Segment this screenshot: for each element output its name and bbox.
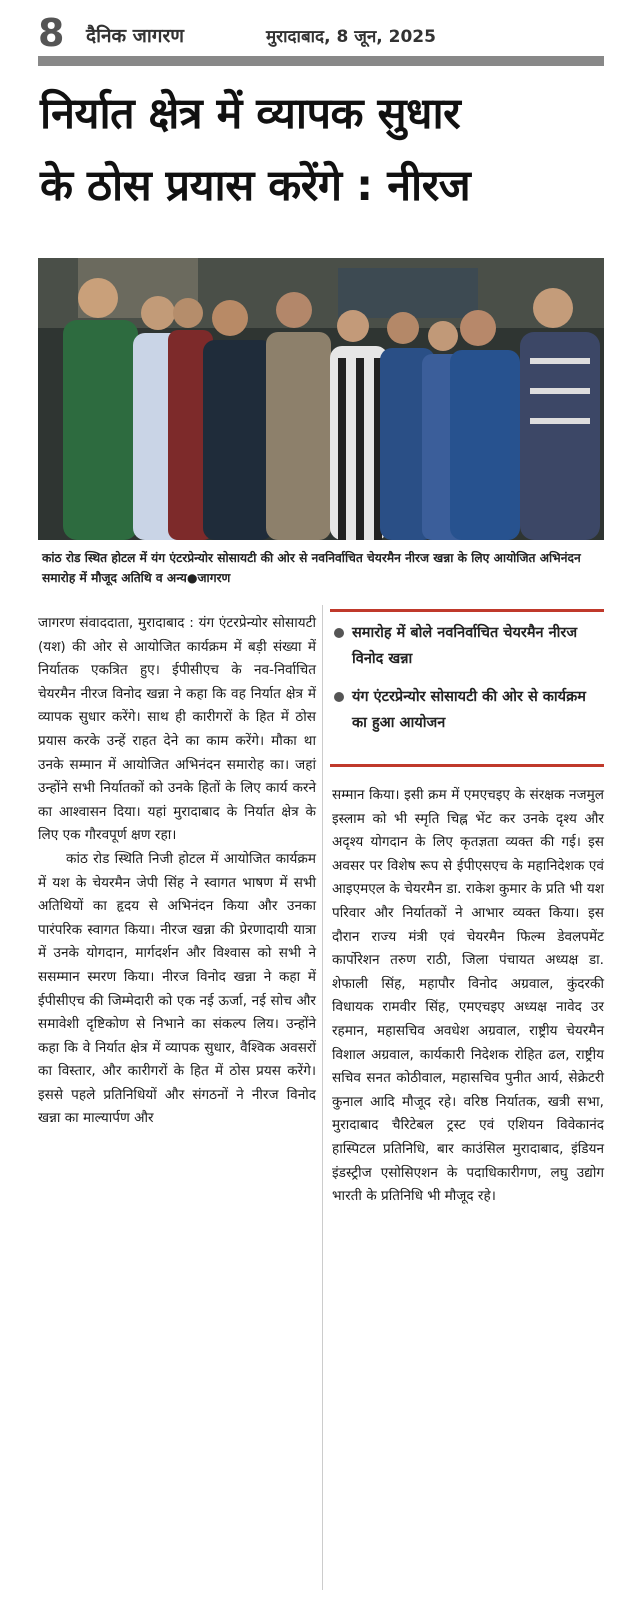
column-divider [322, 605, 323, 1590]
highlight-item [330, 684, 604, 736]
news-photo [38, 258, 604, 540]
article-right-column [332, 784, 604, 1209]
bullet-icon [334, 692, 344, 702]
highlight-rule-top [330, 609, 604, 612]
highlight-box [330, 620, 604, 748]
article-paragraph-2: कांठ रोड स्थिति निजी होटल में आयोजित कार्यक्रम में यश के चेयरमैन जेपी सिंह ने स्वागत भाषण में सभी अतिथियों का हृदय से अभिनंदन किया और उनका पारंपरिक स्वागत किया। नीरज खन्ना की प्रेरणादायी यात्रा में उनके योगदान, मार्गदर्शन और विश्वास को सभी ने ससम्मान स्मरण किया। नीरज विनोद खन्ना ने कहा में ईपीसीएच की जिम्मेदारी को एक नई ऊर्जा, नई सोच और समावेशी दृष्टिकोण से निभाने का संकल्प लिय। उन्होंने कहा कि वे निर्यात क्षेत्र में व्यापक सुधार, वैश्विक अवसरों का विस्तार, और कारीगरों के हित में ठोस प्रयस करेंगे। इससे पहले प्रतिनिधियों और संगठनों ने नीरज विनोद खन्ना का माल्यार्पण और [38, 850, 316, 1127]
bullet-icon [334, 628, 344, 638]
headline-line-2: के ठोस प्रयास करेंगे : नीरज [40, 161, 471, 211]
newspaper-name: दैनिक जागरण [86, 25, 184, 47]
dateline: मुरादाबाद, 8 जून, 2025 [266, 27, 436, 47]
headline [40, 78, 610, 222]
article-paragraph-1: जागरण संवाददाता, मुरादाबाद : यंग एंटरप्रेन्योर सोसायटी (यश) की ओर से आयोजित कार्यक्रम में बड़ी संख्या में निर्यातक एकत्रित हुए। ईपीसीएच के नव-निर्वाचित चेयरमैन नीरज विनोद खन्ना ने कहा कि वह निर्यात क्षेत्र में व्यापक सुधार करेंगे। साथ ही कारीगरों के हित में ठोस प्रयास करके उन्हें राहत देने का काम करेंगे। मौका था उनके सम्मान में आयोजित अभिनंदन समारोह का। जहां उन्होंने सभी निर्यातकों को उनके हितों के लिए कार्य करने का आश्वासन दिया। यहां मुरादाबाद के निर्यात क्षेत्र के लिए एक गौरवपूर्ण क्षण रहा। [38, 615, 316, 844]
highlight-rule-bottom [330, 764, 604, 767]
highlight-text: यंग एंटरप्रेन्योर सोसायटी की ओर से कार्यक्रम का हुआ आयोजन [352, 689, 586, 731]
photo-caption: कांठ रोड स्थित होटल में यंग एंटरप्रेन्योर सोसायटी की ओर से नवनिर्वाचित चेयरमैन नीरज खन्ना के लिए आयोजित अभिनंदन समारोह में मौजूद अतिथि व अन्य●जागरण [42, 551, 581, 585]
article-paragraph-3: सम्मान किया। इसी क्रम में एमएचइए के संरक्षक नजमुल इस्लाम को भी स्मृति चिह्न भेंट कर उनके दृश्य और अदृश्य योगदान के लिए कृतज्ञता व्यक्त की गई। इस अवसर पर विशेष रूप से ईपीएसएच के महानिदेशक एवं आइएमएल के चेयरमैन डा. राकेश कुमार के प्रति भी यश परिवार और निर्यातकों ने आभार व्यक्त किया। इस दौरान राज्य मंत्री एवं चेयरमैन फिल्म डेवलपमेंट कार्पोरेशन तरुण राठी, जिला पंचायत अध्यक्ष डा. शेफाली सिंह, महापौर विनोद अग्रवाल, कुंदरकी विधायक रामवीर सिंह, एमएचइए अध्यक्ष नावेद उर रहमान, महासचिव अवधेश अग्रवाल, राष्ट्रीय चेयरमैन विशाल अग्रवाल, कार्यकारी निदेशक रोहित ढल, राष्ट्रीय सचिव सनत कोठीवाल, महासचिव पुनीत आर्य, सेक्रेटरी कुनाल आदि मौजूद रहे। वरिष्ठ निर्यातक, खत्री सभा, मुरादाबाद चैरिटेबल ट्रस्ट एवं एशियन विवेकानंद हास्पिटल प्रतिनिधि, बार काउंसिल मुरादाबाद, इंडियन इंडस्ट्रीज एसोसिएशन के पदाधिकारीगण, लघु उद्योग भारती के प्रतिनिधि भी मौजूद रहे। [332, 787, 604, 1205]
highlight-item [330, 620, 604, 672]
highlight-text: समारोह में बोले नवनिर्वाचित चेयरमैन नीरज विनोद खन्ना [352, 625, 578, 667]
article-left-column [38, 612, 316, 1131]
headline-line-1: निर्यात क्षेत्र में व्यापक सुधार [40, 89, 461, 139]
group-photo-illustration [38, 258, 604, 540]
masthead-rule [38, 56, 604, 66]
page-number: 8 [38, 11, 65, 55]
masthead [38, 8, 604, 62]
